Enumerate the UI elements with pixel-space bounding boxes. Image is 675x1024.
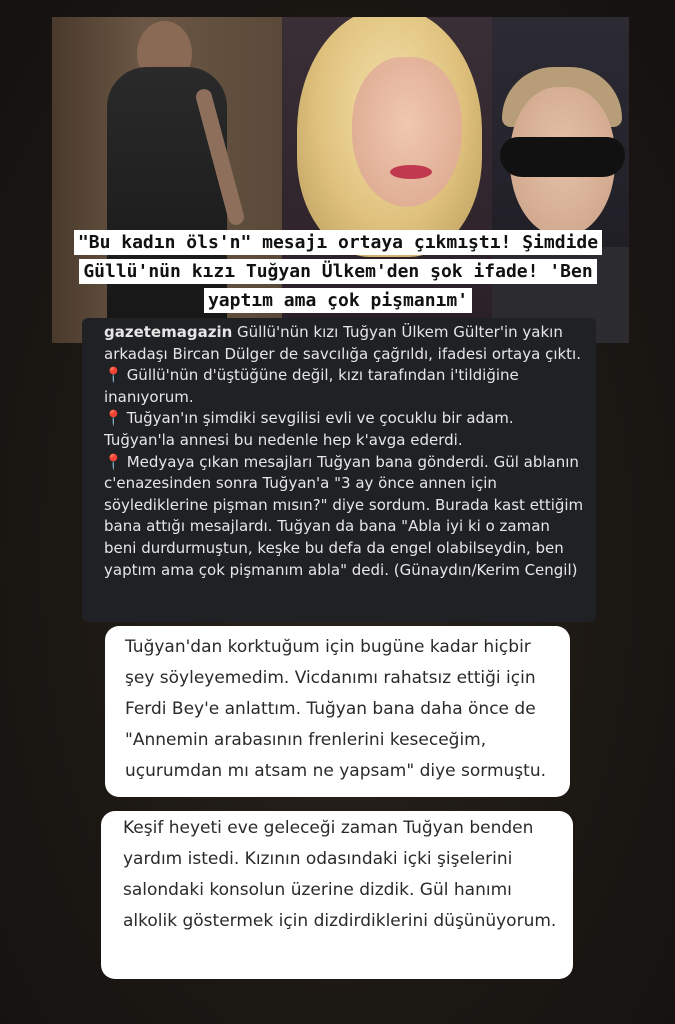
caption-bullet: 📍 Tuğyan'ın şimdiki sevgilisi evli ve çocuklu bir adam. Tuğyan'la annesi bu nedenle hep k'avga ederdi. [104,409,514,449]
quote-card-text: Tuğyan'dan korktuğum için bugüne kadar hiçbir şey söyleyemedim. Vicdanımı rahatsız ettiği için Ferdi Bey'e anlattım. Tuğyan bana daha önce de "Annemin arabasının frenlerini keseceğim, uçurumdan mı atsam ne yapsam" diye sormuştu. [125,637,546,781]
quote-card-text: Keşif heyeti eve geleceği zaman Tuğyan benden yardım istedi. Kızının odasındaki içki şişelerini salondaki konsolun üzerine dizdik. Gül hanımı alkolik göstermek için dizdirdiklerini düşünüyorum. [123,818,557,931]
headline-text: "Bu kadın öls'n" mesajı ortaya çıkmıştı! Şimdide Güllü'nün kızı Tuğyan Ülkem'den şok ifade! 'Ben yaptım ama çok pişmanım' [74,230,602,313]
photo-headline [64,228,612,315]
caption-intro-text: Güllü'nün kızı Tuğyan Ülkem Gülter'in yakın arkadaşı Bircan Dülger de savcılığa çağrıldı, ifadesi ortaya çıktı. [104,323,581,363]
pin-icon: 📍 [104,409,123,428]
quote-card [101,811,573,979]
quote-card [105,626,570,797]
post-caption [82,318,596,622]
pin-icon: 📍 [104,366,123,385]
caption-bullet: 📍 Medyaya çıkan mesajları Tuğyan bana gönderdi. Gül ablanın c'enazesinden sonra Tuğyan'a "3 ay önce annen için söylediklerine pişman mısın?" diye sordum. Burada kast ettiğim bana attığı mesajlardı. Tuğyan da bana "Abla iyi ki o zaman beni durdurmuştun, keşke bu defa da engel olabilseydin, ben yaptım ama çok pişmanım abla" dedi. (Günaydın/Kerim Cengil) [104,452,584,579]
pin-icon: 📍 [104,452,123,471]
caption-intro [104,322,584,365]
caption-bullet: 📍 Güllü'nün d'üştüğüne değil, kızı tarafından i'tildiğine inanıyorum. [104,366,519,406]
username-link[interactable]: gazetemagazin [104,323,233,341]
